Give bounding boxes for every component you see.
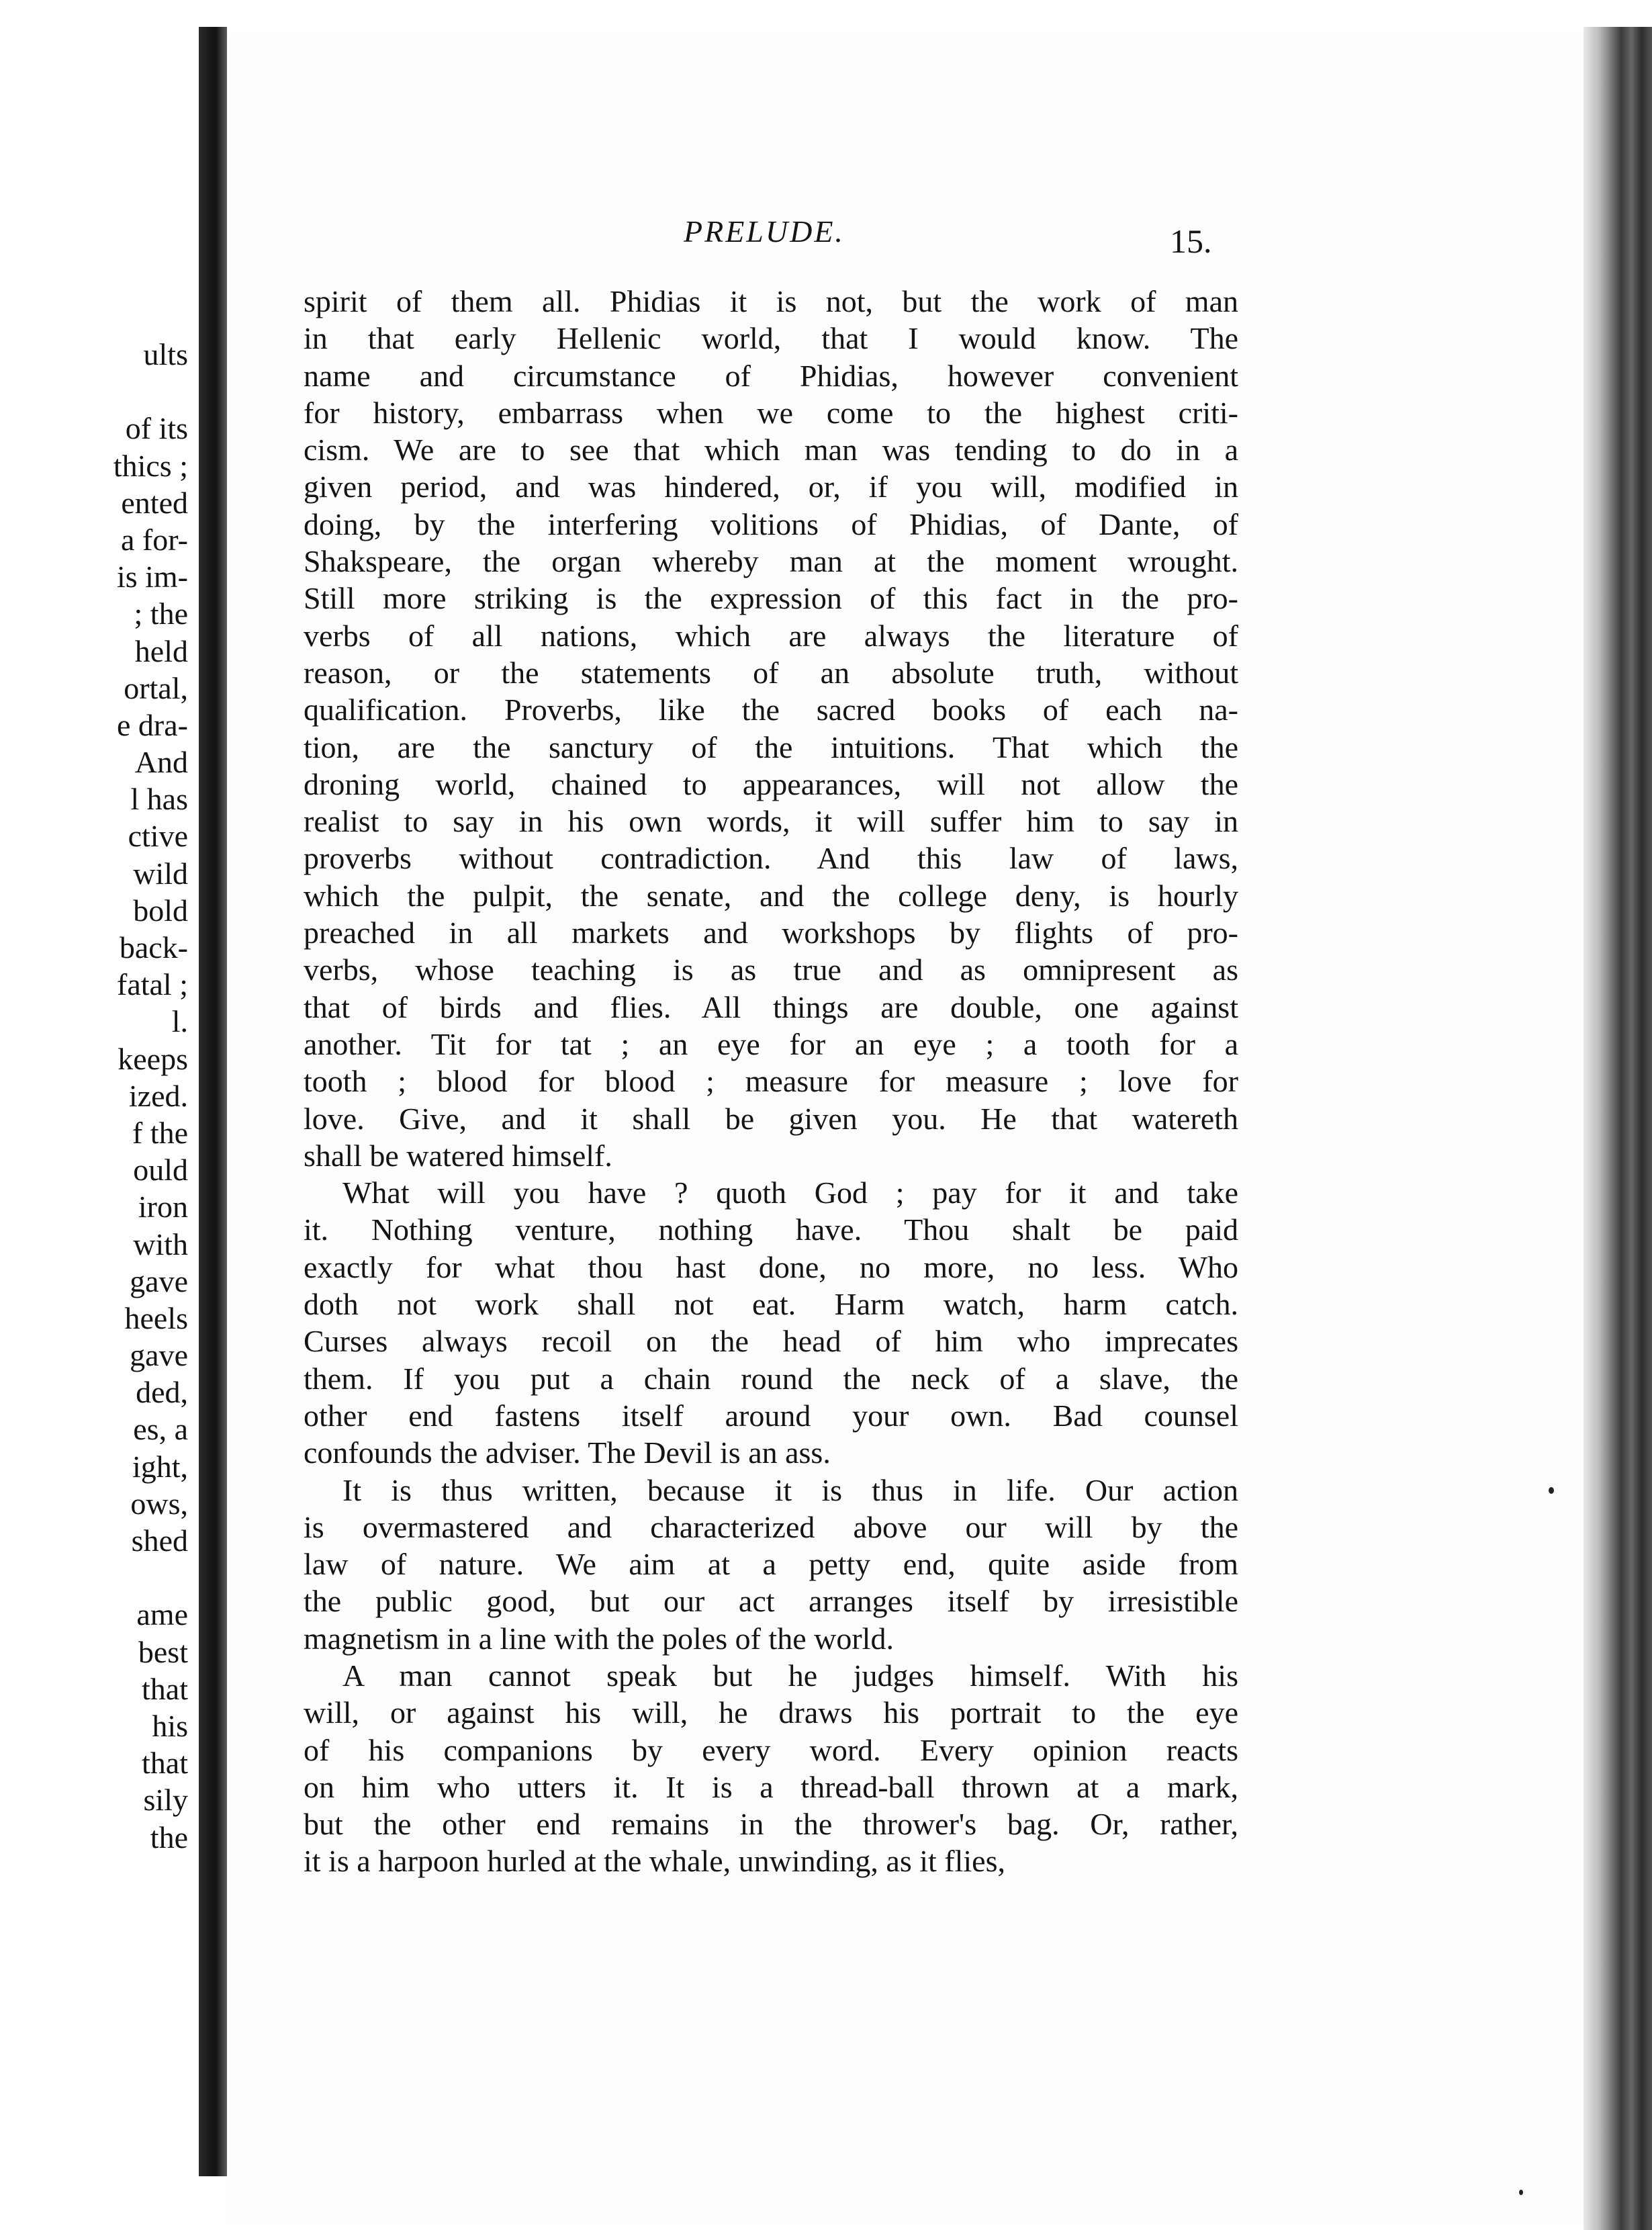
text-line: which the pulpit, the senate, and the college deny, is hourly: [304, 878, 1238, 913]
scan-speck: [1519, 2190, 1523, 2195]
text-line: tion, are the sanctury of the intuitions. That which the: [304, 729, 1238, 764]
paragraph: [304, 1174, 1238, 1471]
paragraph: [304, 1472, 1238, 1657]
facing-page-line: es, a: [133, 1412, 188, 1447]
text-line: it is a harpoon hurled at the whale, unwinding, as it flies,: [304, 1844, 1005, 1879]
facing-page-line: ized.: [128, 1078, 188, 1113]
facing-page-line: ented: [121, 485, 188, 520]
facing-page-line: that: [142, 1746, 188, 1781]
text-line: preached in all markets and workshops by flights of pro-: [304, 916, 1238, 950]
running-head: PRELUDE.: [684, 214, 845, 249]
text-line: It is thus written, because it is thus in life. Our action: [342, 1472, 1238, 1507]
facing-page-line: a for-: [121, 522, 188, 557]
facing-page-line: held: [134, 633, 188, 668]
text-line: magnetism in a line with the poles of the world.: [304, 1621, 894, 1656]
paragraph: [304, 1657, 1238, 1880]
text-line: cism. We are to see that which man was tending to do in a: [304, 433, 1238, 467]
facing-page-line: keeps: [118, 1041, 188, 1076]
facing-page-line: bold: [133, 893, 188, 928]
facing-page-line: that: [142, 1671, 188, 1706]
text-line: reason, or the statements of an absolute truth, without: [304, 655, 1238, 690]
facing-page-line: gave: [130, 1263, 188, 1298]
facing-page-line: heels: [124, 1300, 188, 1335]
facing-page-line: f the: [132, 1115, 188, 1150]
text-line: is overmastered and characterized above our will by the: [304, 1509, 1238, 1544]
facing-page-line: his: [152, 1708, 188, 1743]
facing-page-line: sily: [143, 1783, 188, 1818]
text-line: verbs of all nations, which are always the literature of: [304, 618, 1238, 653]
text-line: Shakspeare, the organ whereby man at the moment wrought.: [304, 544, 1238, 579]
text-line: confounds the adviser. The Devil is an ass.: [304, 1435, 831, 1470]
scan-speck: [1549, 1487, 1554, 1494]
facing-page-line: ame: [136, 1597, 188, 1632]
facing-page-line: l.: [171, 1004, 188, 1039]
facing-page-line: iron: [138, 1190, 188, 1224]
text-line: in that early Hellenic world, that I would know. The: [304, 321, 1238, 356]
text-line: What will you have ? quoth God ; pay for it and take: [342, 1175, 1238, 1210]
facing-page-line: And: [134, 745, 188, 780]
text-line: other end fastens itself around your own. Bad counsel: [304, 1398, 1238, 1433]
facing-page-line: ults: [143, 337, 188, 371]
text-line: the public good, but our act arranges itself by irresistible: [304, 1584, 1238, 1619]
text-line: verbs, whose teaching is as true and as omnipresent as: [304, 952, 1238, 987]
text-line: of his companions by every word. Every opinion reacts: [304, 1732, 1238, 1767]
facing-page-line: with: [133, 1226, 188, 1261]
facing-page-fragment: [113, 336, 188, 1856]
text-line: for history, embarrass when we come to the highest criti-: [304, 395, 1238, 430]
facing-page-line: wild: [133, 856, 188, 891]
facing-page-line: gave: [130, 1338, 188, 1373]
facing-page-line: of its: [125, 411, 188, 446]
text-line: law of nature. We aim at a petty end, quite aside from: [304, 1547, 1238, 1582]
text-line: Curses always recoil on the head of him who imprecates: [304, 1324, 1238, 1359]
text-line: on him who utters it. It is a thread-ball thrown at a mark,: [304, 1769, 1238, 1804]
facing-page-line: l has: [130, 782, 188, 817]
text-line: it. Nothing venture, nothing have. Thou shalt be paid: [304, 1212, 1238, 1247]
facing-page-line: thics ;: [113, 448, 188, 483]
page-edge: [1584, 27, 1652, 2230]
facing-page-line: [113, 1559, 188, 1596]
text-line: A man cannot speak but he judges himself. With his: [342, 1658, 1238, 1693]
text-line: exactly for what thou hast done, no more, no less. Who: [304, 1249, 1238, 1284]
text-line: another. Tit for tat ; an eye for an eye ; a tooth for a: [304, 1026, 1238, 1061]
text-line: proverbs without contradiction. And this law of laws,: [304, 841, 1238, 876]
text-line: shall be watered himself.: [304, 1138, 612, 1173]
facing-page-line: [113, 373, 188, 410]
text-line: doing, by the interfering volitions of Phidias, of Dante, of: [304, 506, 1238, 541]
body-text: [304, 283, 1238, 1880]
facing-page-line: e dra-: [117, 707, 188, 742]
facing-page-line: best: [138, 1634, 188, 1669]
text-line: but the other end remains in the thrower's bag. Or, rather,: [304, 1807, 1238, 1842]
book-gutter: [199, 27, 227, 2176]
facing-page-line: ; the: [134, 596, 188, 631]
text-line: them. If you put a chain round the neck of a slave, the: [304, 1361, 1238, 1396]
facing-page-line: ded,: [136, 1375, 188, 1410]
text-line: that of birds and flies. All things are double, one against: [304, 989, 1238, 1024]
text-line: Still more striking is the expression of this fact in the pro-: [304, 581, 1238, 616]
text-line: qualification. Proverbs, like the sacred books of each na-: [304, 693, 1238, 727]
facing-page-line: the: [150, 1820, 188, 1855]
facing-page-line: shed: [131, 1523, 188, 1558]
text-line: realist to say in his own words, it will suffer him to say in: [304, 804, 1238, 839]
facing-page-line: ortal,: [124, 670, 188, 705]
text-line: tooth ; blood for blood ; measure for measure ; love for: [304, 1064, 1238, 1099]
page-number: 15.: [1170, 222, 1212, 260]
text-line: spirit of them all. Phidias it is not, but the work of man: [304, 284, 1238, 318]
facing-page-line: back-: [119, 930, 188, 965]
facing-page-line: ight,: [132, 1449, 188, 1484]
facing-page-line: ctive: [128, 819, 188, 854]
facing-page-line: is im-: [116, 560, 188, 594]
facing-page-line: ould: [133, 1153, 188, 1188]
paragraph: [304, 283, 1238, 1174]
facing-page-line: ows,: [130, 1486, 188, 1521]
text-line: doth not work shall not eat. Harm watch, harm catch.: [304, 1287, 1238, 1322]
facing-page-line: fatal ;: [117, 967, 188, 1002]
text-line: love. Give, and it shall be given you. He that watereth: [304, 1101, 1238, 1136]
text-line: name and circumstance of Phidias, however convenient: [304, 358, 1238, 393]
text-line: will, or against his will, he draws his portrait to the eye: [304, 1695, 1238, 1730]
text-line: given period, and was hindered, or, if you will, modified in: [304, 470, 1238, 504]
text-line: droning world, chained to appearances, will not allow the: [304, 766, 1238, 801]
